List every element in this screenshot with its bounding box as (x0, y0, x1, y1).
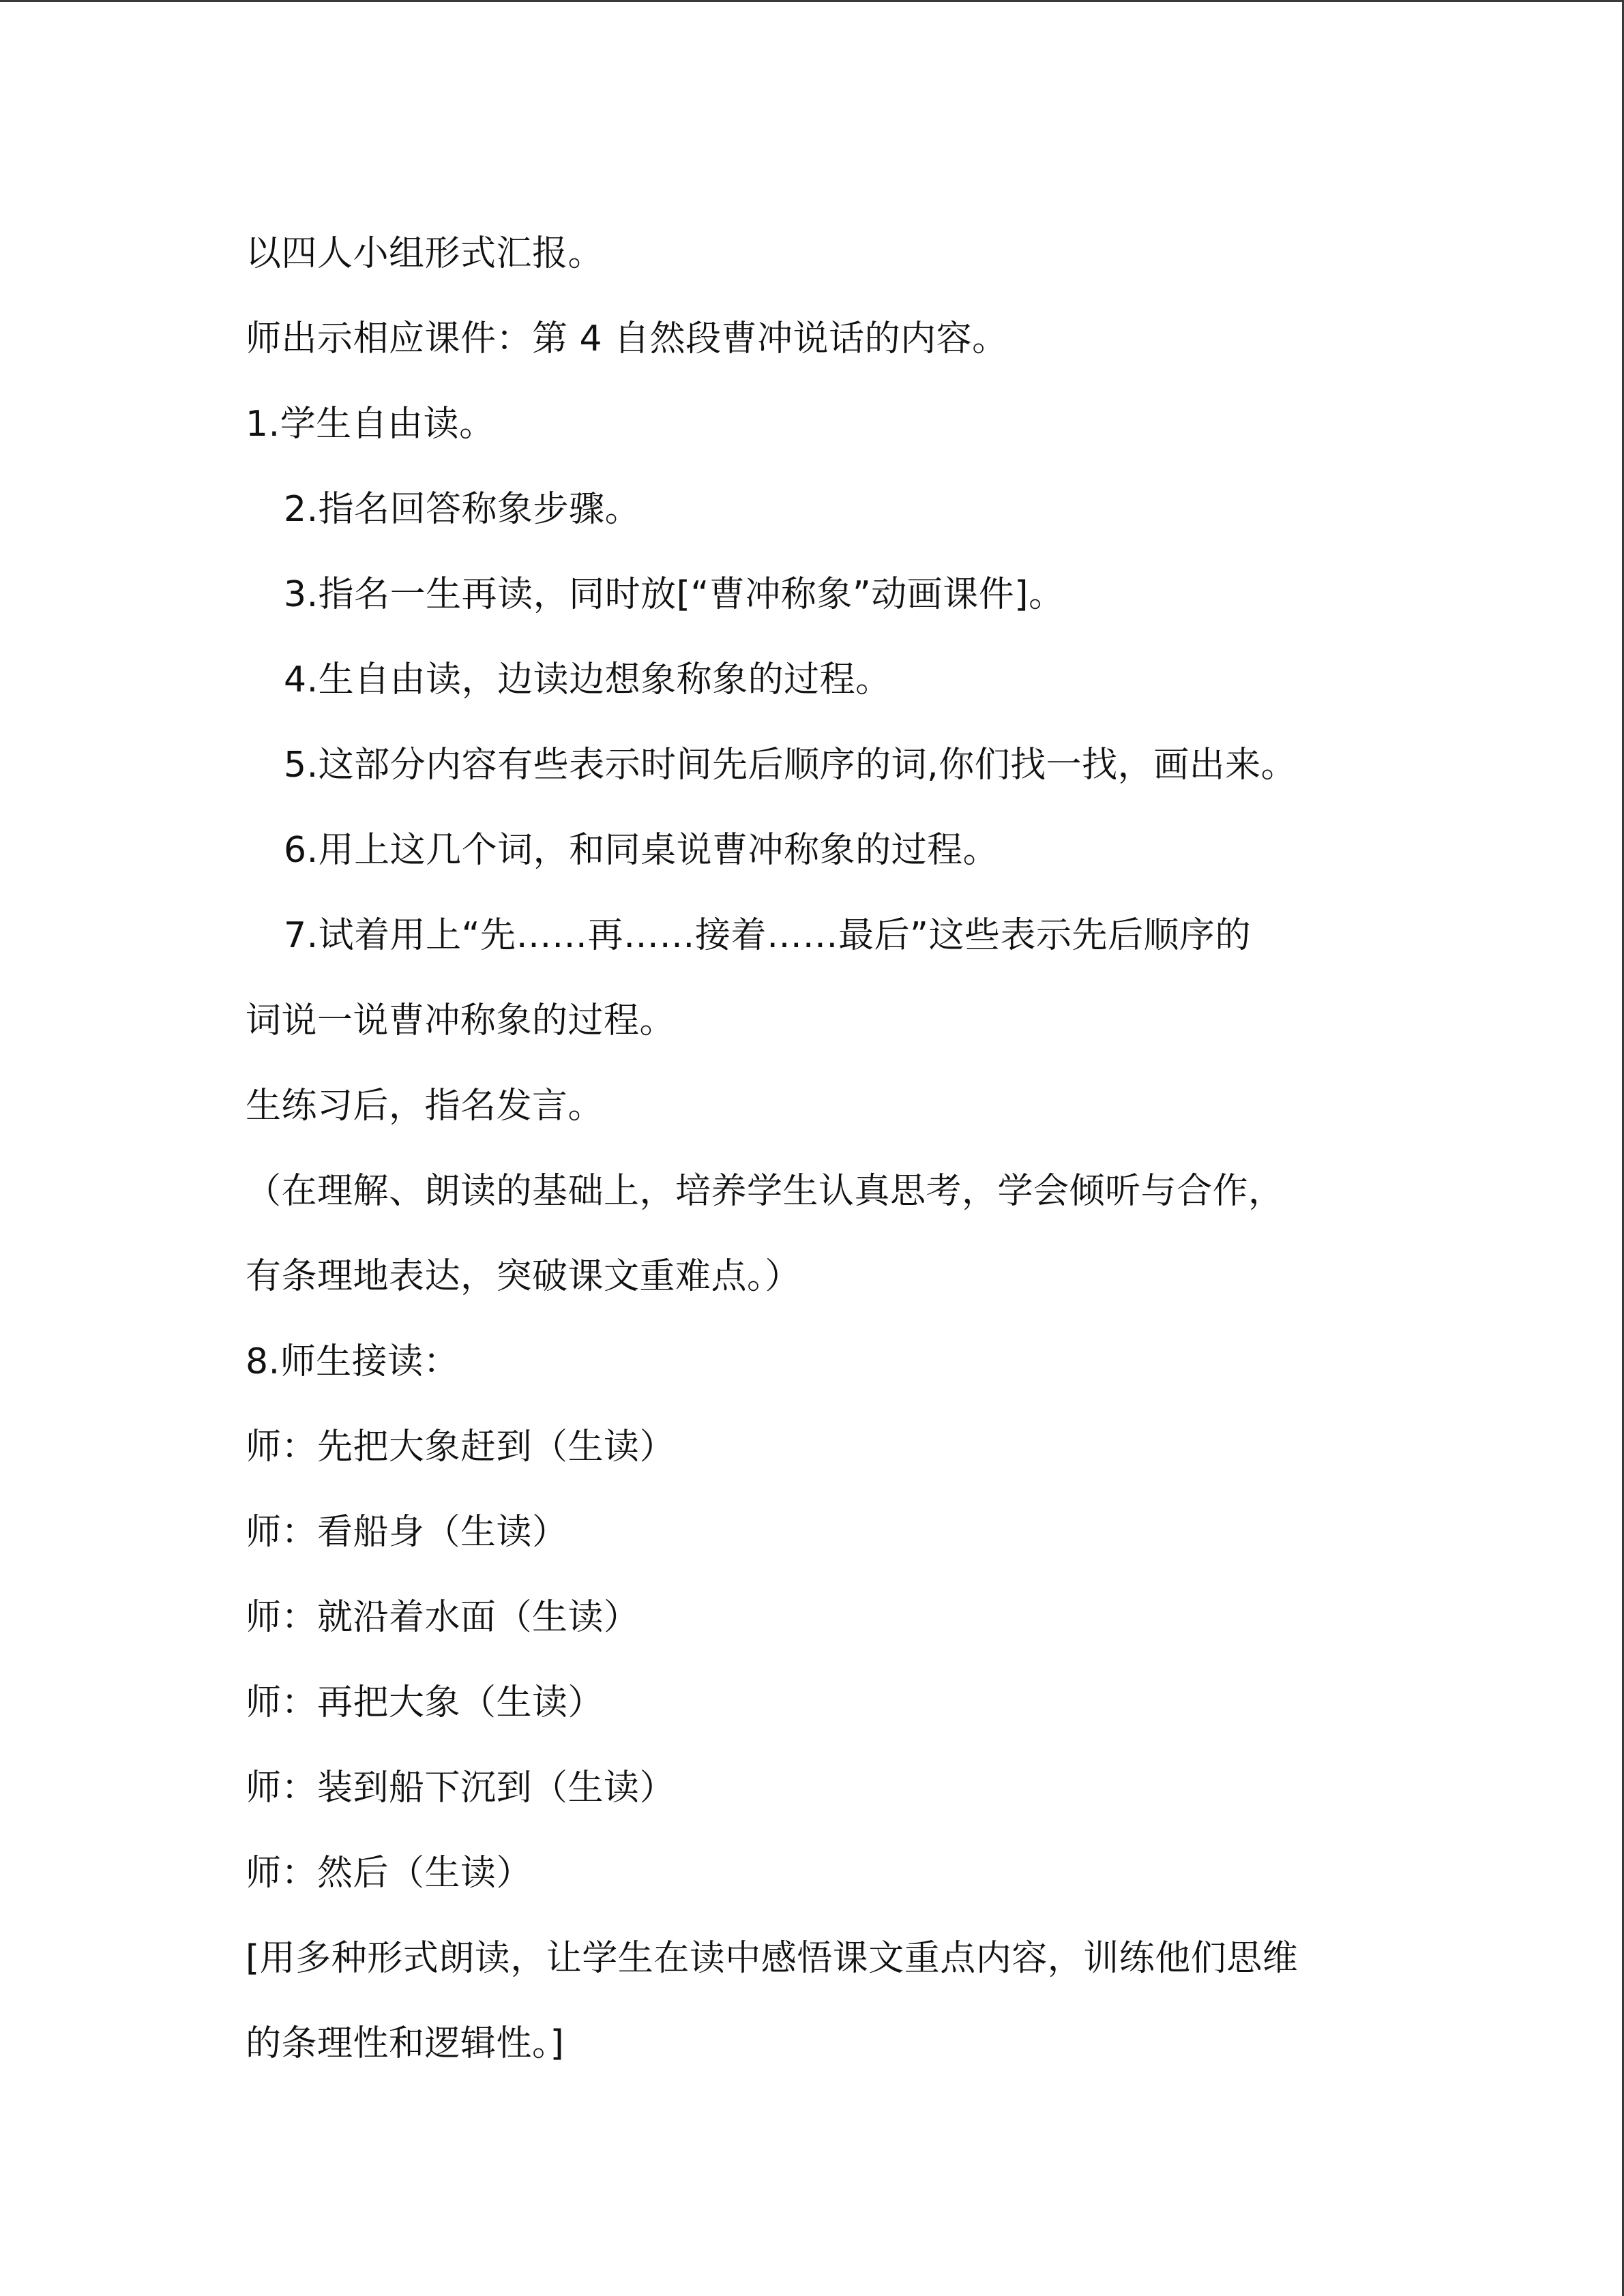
text-line-14: 8.师生接读： (246, 1341, 460, 1382)
text-line-20: 师：然后（生读） (246, 1853, 533, 1894)
text-line-19: 师：装到船下沉到（生读） (246, 1768, 676, 1808)
text-line-6: 4.生自由读，边读边想象称象的过程。 (284, 659, 891, 700)
text-line-2: 师出示相应课件：第 4 自然段曹冲说话的内容。 (246, 318, 1008, 359)
text-line-4: 2.指名回答称象步骤。 (284, 489, 641, 530)
text-line-13: 有条理地表达，突破课文重难点。） (246, 1256, 801, 1297)
text-line-8: 6.用上这几个词，和同桌说曹冲称象的过程。 (284, 830, 999, 871)
text-line-5: 3.指名一生再读，同时放[“曹冲称象”动画课件]。 (284, 574, 1065, 615)
text-line-1: 以四人小组形式汇报。 (246, 233, 604, 274)
text-line-21: [用多种形式朗读，让学生在读中感悟课文重点内容，训练他们思维 (246, 1938, 1299, 1979)
text-line-18: 师：再把大象（生读） (246, 1682, 604, 1723)
text-line-11: 生练习后，指名发言。 (246, 1086, 604, 1127)
text-line-15: 师：先把大象赶到（生读） (246, 1427, 676, 1467)
text-line-7: 5.这部分内容有些表示时间先后顺序的词,你们找一找，画出来。 (284, 745, 1297, 786)
text-line-3: 1.学生自由读。 (246, 404, 495, 445)
page-border-top (0, 0, 1624, 2)
text-line-9: 7.试着用上“先……再……接着……最后”这些表示先后顺序的 (284, 915, 1251, 956)
document-body (246, 211, 1391, 2087)
text-line-12: （在理解、朗读的基础上，培养学生认真思考，学会倾听与合作， (246, 1171, 1284, 1212)
text-line-10: 词说一说曹冲称象的过程。 (246, 1000, 676, 1041)
text-line-16: 师：看船身（生读） (246, 1512, 568, 1553)
text-line-17: 师：就沿着水面（生读） (246, 1597, 640, 1638)
text-line-22: 的条理性和逻辑性。] (246, 2023, 565, 2064)
